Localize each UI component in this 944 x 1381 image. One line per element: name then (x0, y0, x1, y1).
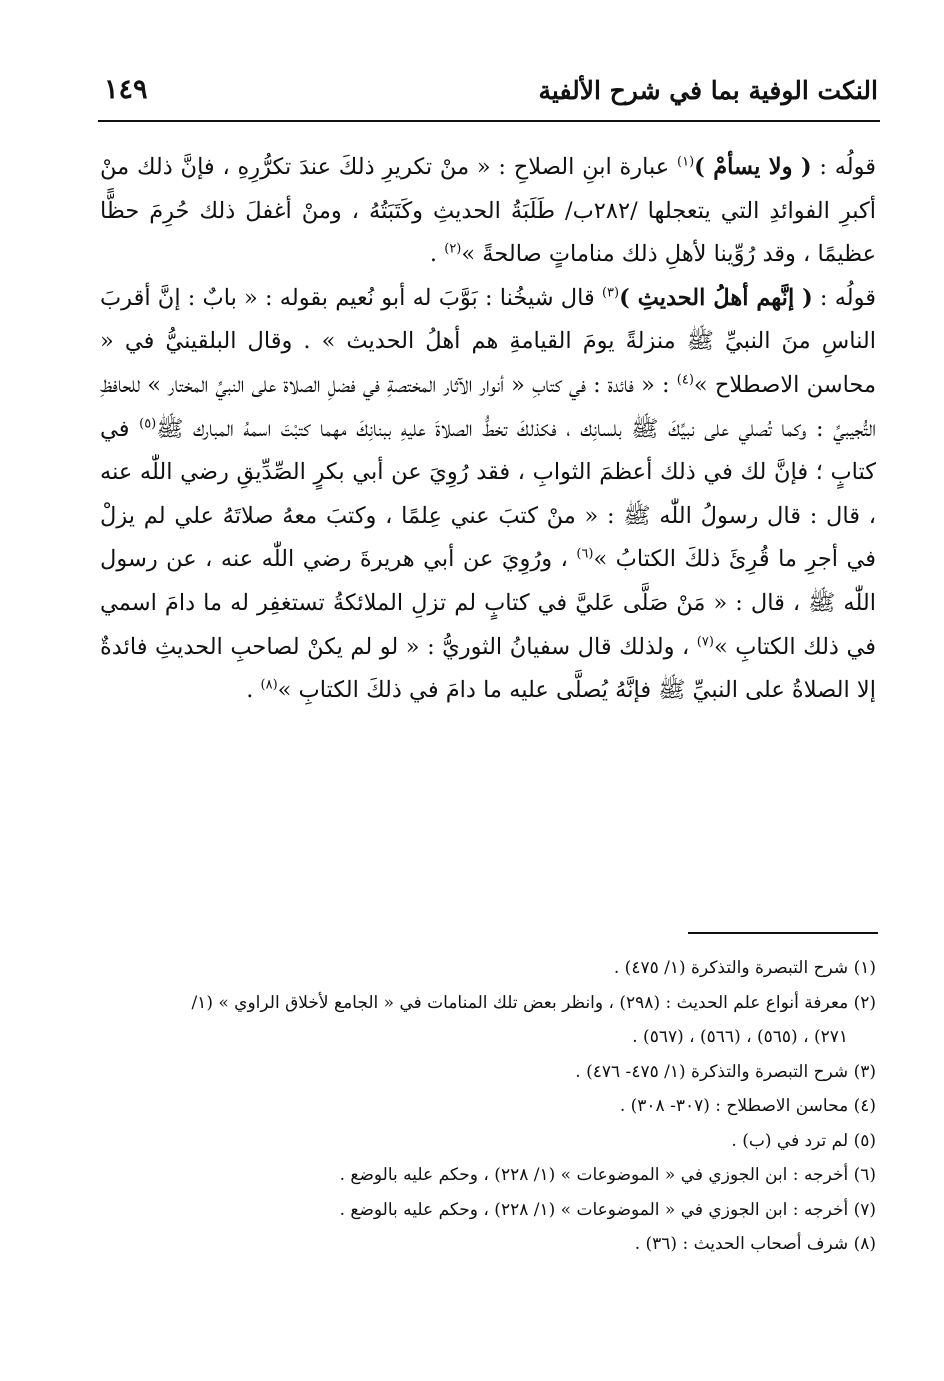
paragraph (100, 277, 876, 713)
page-number: ١٤٩ (104, 74, 148, 105)
footnote-ref: (١) (677, 154, 695, 170)
quoted-term: ( إنَّهم أهلُ الحديثِ ) (619, 284, 813, 311)
paragraph (100, 146, 876, 277)
main-text (100, 146, 876, 713)
paragraph-text: قال شيخُنا : بَوَّبَ له أبو نُعيم بقوله : « بابٌ : إنَّ أقربَ الناسِ منَ النبيِّ ﷺ منزلةً يومَ القيامةِ هم أهلُ الحديث » . وقال البلقينيُّ في « محاسن الاصطلاح » (100, 284, 876, 398)
footnote: (٦) أخرجه : ابن الجوزي في « الموضوعات » (١/ ٢٢٨) ، وحكم عليه بالوضع . (339, 1165, 876, 1185)
paragraph-text: ، ولذلك قال سفيانُ الثوريُّ : « لو لم يكنْ لصاحبِ الحديثِ فائدةٌ إلا الصلاةُ على النبيِّ ﷺ فإنَّهُ يُصلَّى عليه ما دامَ في ذلكَ الكتابِ » (100, 633, 876, 704)
lead-word: قولُه : (811, 154, 877, 180)
paragraph-end: . (429, 241, 445, 268)
footnote-separator (688, 932, 878, 934)
paragraph-text: : « فائدة : في كتابِ « أنوار الآثار المختصةِ في فضلِ الصلاة على النبيِّ المختار » للحافظِ التُّجيبيِّ : وكما تُصلي على نبيِّكَ ﷺ بلسانِك ، فكذلكَ تخطُّ الصلاةَ عليهِ ببنانِكَ مهما كتبْتَ اسمهُ المبارك ﷺ (100, 371, 876, 442)
footnote: (٧) أخرجه : ابن الجوزي في « الموضوعات » (١/ ٢٢٨) ، وحكم عليه بالوضع . (339, 1199, 876, 1220)
footnote-ref: (٣) (601, 285, 620, 301)
paragraph-text: في كتابٍ ؛ فإنَّ لك في ذلك أعظمَ الثوابِ ، فقد رُوِيَ عن أبي بكرٍ الصِّدِّيقِ رضي اللّٰه عنه ، قال : قال رسولُ اللّٰه ﷺ : « منْ كتبَ عني عِلمًا ، وكتبَ معهُ صلاتَهُ علي لم يزلْ في أجرِ ما قُرِئَ ذلكَ الكتابُ » (100, 415, 876, 573)
footnote: (٢) معرفة أنواع علم الحديث : (٢٩٨) ، وانظر بعض تلك المنامات في « الجامع لأخلاق الراوي » (١/ (191, 992, 876, 1013)
footnote-ref: (٨) (260, 677, 278, 693)
running-title: النكت الوفية بما في شرح الألفية (538, 76, 878, 105)
footnote: (٣) شرح التبصرة والتذكرة (١/ ٤٧٥- ٤٧٦) . (575, 1061, 876, 1082)
footnote-ref: (٦) (576, 546, 594, 562)
paragraph-text: ، ورُوِيَ عن أبي هريرةَ رضي اللّٰه عنه ، عن رسول اللّٰه ﷺ ، قال : « مَنْ صَلَّى عَليَّ في كتابٍ لم تزلِ الملائكةُ تستغفِر له ما دامَ اسمي في ذلك الكتابِ » (100, 546, 876, 660)
lead-word: قولُه : (812, 284, 877, 311)
footnote: (٥) لم ترد في (ب) . (731, 1130, 876, 1151)
footnote-ref: (٥) (139, 416, 157, 432)
page-header (100, 70, 878, 116)
paragraph-text: عبارة ابنِ الصلاحِ : « منْ تكريرِ ذلكَ عندَ تكرُّرِهِ ، فإنَّ ذلك منْ أكبرِ الفوائدِ التي يتعجلها /٢٨٢ب/ طَلَبَةُ الحديثِ وكَتَبَتُهُ ، ومنْ أغفلَ ذلك حُرِمَ حظًّا عظيمًا ، وقد رُوِّينا لأهلِ ذلك مناماتٍ صالحةً » (100, 154, 876, 268)
footnotes (100, 951, 876, 1262)
footnote: (١) شرح التبصرة والتذكرة (١/ ٤٧٥) . (613, 958, 876, 978)
footnote-ref: (٤) (676, 372, 694, 388)
footnote-ref: (٧) (696, 634, 714, 650)
quoted-term: ( ولا يسأمْ ) (694, 154, 812, 180)
paragraph-end: . (246, 677, 261, 704)
footnote: (٤) محاسن الاصطلاح : (٣٠٧- ٣٠٨) . (619, 1096, 876, 1116)
footnote: (٨) شرف أصحاب الحديث : (٣٦) . (634, 1234, 876, 1254)
footnote-ref: (٢) (444, 241, 462, 257)
header-rule (98, 120, 880, 122)
footnote-continuation: ٢٧١) ، (٥٦٥) ، (٥٦٦) ، (٥٦٧) . (632, 1027, 848, 1047)
